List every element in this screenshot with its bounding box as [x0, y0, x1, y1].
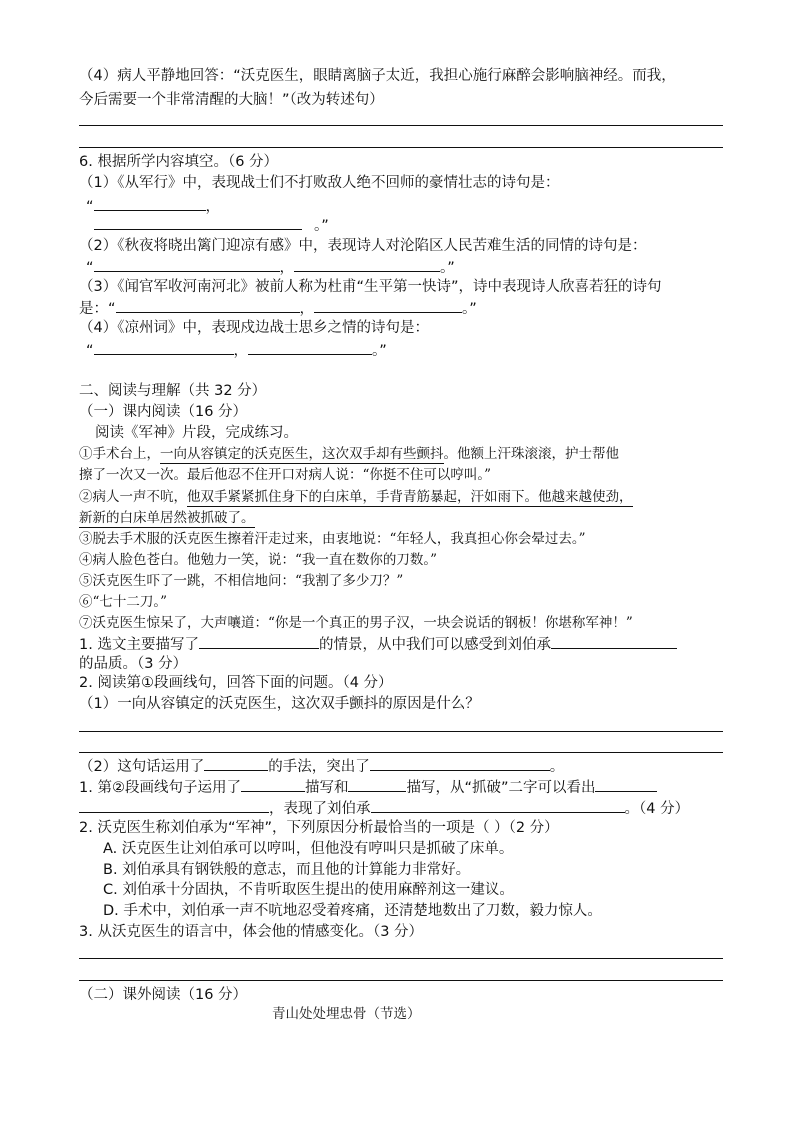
section-2-heading: 二、阅读与理解（共 32 分） — [79, 383, 267, 399]
blank[interactable] — [595, 777, 657, 792]
question-text: （2）这句话运用了 — [79, 759, 205, 775]
section-6-item-2: （2）《秋夜将晓出篱门迎凉有感》中，表现诗人对沦陷区人民苦难生活的同情的诗句是： — [79, 238, 647, 254]
blank[interactable] — [241, 777, 305, 792]
quote-mark: “ — [86, 260, 94, 276]
blank[interactable] — [94, 340, 234, 355]
comma: ， — [299, 301, 315, 317]
passage-para-7: ⑦沃克医生惊呆了，大声嚷道：“你是一个真正的男子汉，一块会说话的钢板！你堪称军神！” — [79, 615, 633, 631]
fill-line — [94, 215, 329, 236]
passage-text: 。他额上汗珠滚滚，护士帮他 — [443, 446, 619, 462]
passage-para-6: ⑥“七十二刀。” — [79, 594, 168, 610]
blank[interactable] — [314, 298, 462, 313]
option-b[interactable]: B. 刘伯承具有钢铁般的意志，而且他的计算能力非常好。 — [103, 862, 471, 878]
blank[interactable] — [94, 215, 302, 230]
section-6-item-1: （1）《从军行》中，表现战士们不打败敌人绝不回师的豪情壮志的诗句是： — [79, 175, 560, 191]
reading-q2-2 — [79, 756, 564, 777]
blank[interactable] — [116, 298, 300, 313]
answer-line — [79, 125, 723, 126]
answer-line — [79, 752, 723, 753]
blank[interactable] — [348, 777, 406, 792]
passage-para-4: ④病人脸色苍白。他勉力一笑，说：“我一直在数你的刀数。” — [79, 552, 438, 568]
question-text: 。（4 分） — [624, 801, 690, 817]
reading-q5: 3. 从沃克医生的语言中，体会他的情感变化。（3 分） — [79, 924, 424, 940]
section-2-2-heading: （二）课外阅读（16 分） — [79, 987, 248, 1003]
blank[interactable] — [294, 257, 440, 272]
reading-q4: 2. 沃克医生称刘伯承为“军神”，下列原因分析最恰当的一项是（ ）（2 分） — [79, 820, 559, 836]
underlined-sentence: 一向从容镇定的沃克医生，这次双手却有些颤抖 — [160, 446, 444, 462]
blank[interactable] — [248, 340, 372, 355]
section-6-item-4: （4）《凉州词》中，表现戍边战士思乡之情的诗句是： — [79, 320, 429, 336]
fill-line — [86, 340, 387, 361]
section-6-item-3-line2: 是：“ — [79, 301, 116, 317]
answer-line — [79, 980, 723, 981]
passage-para-3: ③脱去手术服的沃克医生擦着汗走过来，由衷地说：“年轻人，我真担心你会晕过去。” — [79, 531, 586, 547]
question-text: 1. 第②段画线句子运用了 — [79, 780, 241, 796]
question-4-line1: （4）病人平静地回答：“沃克医生，眼睛离脑子太近，我担心施行麻醉会影响脑神经。而我， — [79, 68, 676, 84]
passage-text: ②病人一声不吭， — [79, 489, 187, 505]
reading-q3 — [79, 777, 657, 798]
question-text: ，表现了刘伯承 — [269, 801, 371, 817]
end-quote: 。” — [440, 260, 455, 276]
passage-text: ①手术台上， — [79, 446, 160, 462]
quote-mark: “ — [86, 199, 94, 215]
option-c[interactable]: C. 刘伯承十分固执，不肯听取医生提出的使用麻醉剂这一建议。 — [103, 882, 514, 898]
section-6-item-3-line1: （3）《闻官军收河南河北》被前人称为杜甫“生平第一快诗”，诗中表现诗人欣喜若狂的诗句 — [79, 279, 662, 295]
reading-q2-1: （1）一向从容镇定的沃克医生，这次双手颤抖的原因是什么？ — [79, 696, 480, 712]
fill-line — [86, 257, 455, 278]
blank[interactable] — [204, 756, 268, 771]
fill-line — [79, 298, 477, 319]
blank[interactable] — [370, 756, 550, 771]
reading-q1 — [79, 634, 677, 655]
comma: ， — [205, 199, 221, 215]
passage-title: 青山处处埋忠骨（节选） — [272, 1006, 421, 1022]
underlined-sentence: 新新的白床单居然被抓破了。 — [79, 510, 255, 526]
end-quote: 。” — [462, 301, 477, 317]
section-2-1-heading: （一）课内阅读（16 分） — [79, 404, 248, 420]
question-text: 的情景，从中我们可以感受到刘伯承 — [318, 637, 551, 653]
question-text: 的手法，突出了 — [268, 759, 370, 775]
option-a[interactable]: A. 沃克医生让刘伯承可以哼叫，但他没有哼叫只是抓破了床单。 — [103, 841, 514, 857]
answer-line — [79, 731, 723, 732]
answer-line — [79, 958, 723, 959]
blank[interactable] — [94, 196, 206, 211]
question-4-line2: 今后需要一个非常清醒的大脑！”（改为转述句） — [79, 92, 384, 108]
fill-line — [86, 196, 220, 217]
reading-intro: 阅读《军神》片段，完成练习。 — [95, 425, 298, 441]
reading-q1-end: 的品质。（3 分） — [79, 656, 188, 672]
passage-para-2b — [79, 508, 255, 528]
answer-line — [79, 147, 723, 148]
blank[interactable] — [79, 798, 269, 813]
blank[interactable] — [371, 798, 625, 813]
reading-q3-line2 — [79, 798, 689, 819]
question-text: 1. 选文主要描写了 — [79, 637, 199, 653]
reading-q2: 2. 阅读第①段画线句，回答下面的问题。（4 分） — [79, 675, 393, 691]
end-quote: 。” — [314, 218, 329, 234]
end-quote: 。” — [372, 343, 387, 359]
blank[interactable] — [199, 634, 319, 649]
comma: ， — [279, 260, 295, 276]
quote-mark: “ — [86, 343, 94, 359]
option-d[interactable]: D. 手术中，刘伯承一声不吭地忍受着疼痛，还清楚地数出了刀数，毅力惊人。 — [103, 903, 602, 919]
passage-para-1 — [79, 444, 619, 464]
blank[interactable] — [94, 257, 280, 272]
question-text: 描写和 — [304, 780, 349, 796]
underlined-sentence: 他双手紧紧抓住身下的白床单，手背青筋暴起，汗如雨下。他越来越使劲， — [187, 489, 633, 505]
section-6-heading: 6. 根据所学内容填空。（6 分） — [79, 154, 279, 170]
passage-para-5: ⑤沃克医生吓了一跳，不相信地问：“我割了多少刀？” — [79, 573, 404, 589]
question-text: 描写，从“抓破”二字可以看出 — [406, 780, 596, 796]
comma: ， — [233, 343, 249, 359]
blank[interactable] — [551, 634, 677, 649]
passage-para-2 — [79, 487, 633, 507]
passage-para-1b: 擦了一次又一次。最后他忍不住开口对病人说：“你挺不住可以哼叫。” — [79, 467, 492, 483]
question-text: 。 — [549, 759, 565, 775]
